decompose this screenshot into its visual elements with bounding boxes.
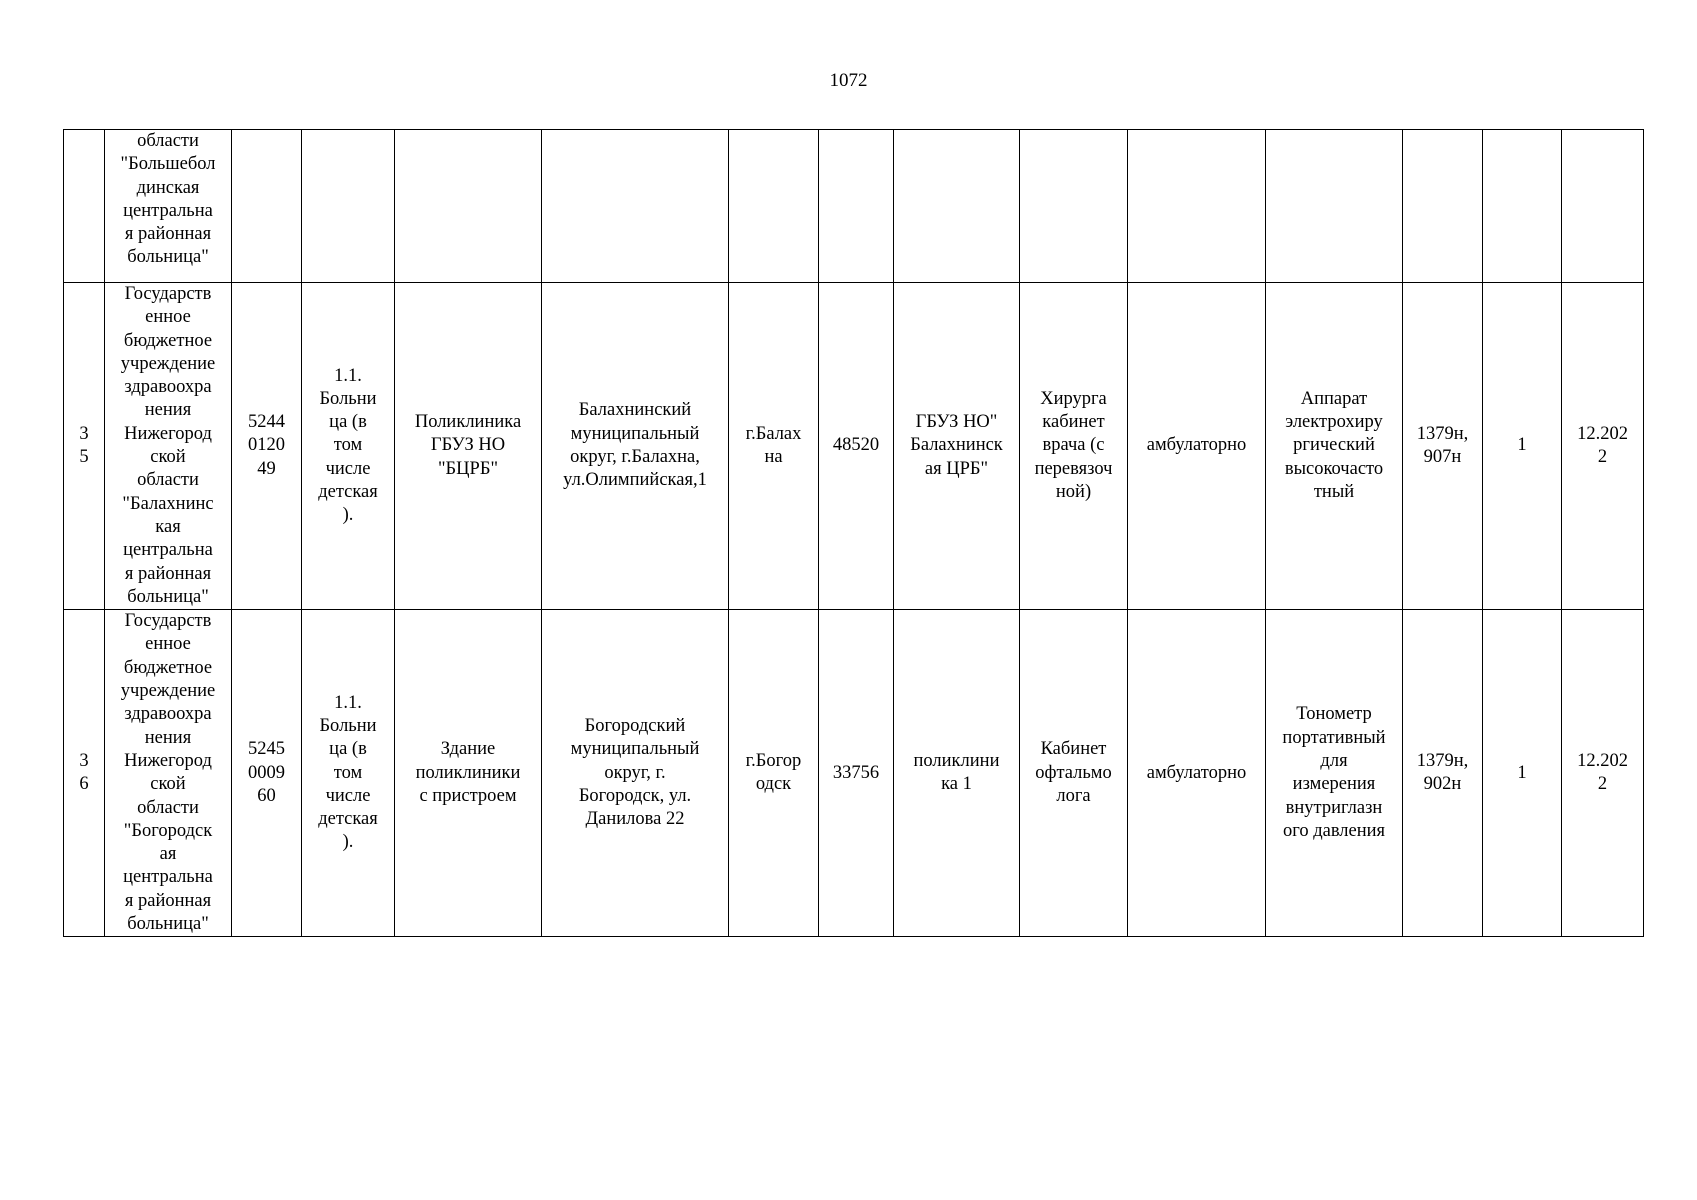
- cell-unit: ГБУЗ НО" Балахнинск ая ЦРБ": [894, 283, 1020, 610]
- cell-quantity: 1: [1483, 283, 1562, 610]
- cell-building: Здание поликлиники с пристроем: [395, 610, 542, 937]
- cell-unit: поликлини ка 1: [894, 610, 1020, 937]
- table-row-continuation: [64, 130, 1644, 283]
- equipment-table: [63, 129, 1644, 937]
- cell-row-number: [64, 130, 105, 283]
- cell-equipment: Тонометр портативный для измерения внутриглазн ого давления: [1266, 610, 1403, 937]
- cell-locality: г.Балах на: [729, 283, 819, 610]
- cell-order: [1403, 130, 1483, 283]
- cell-code: 33756: [819, 610, 894, 937]
- cell-care-type: амбулаторно: [1128, 283, 1266, 610]
- cell-institution-type: [302, 130, 395, 283]
- cell-locality: г.Богор одск: [729, 610, 819, 937]
- cell-date: 12.202 2: [1562, 610, 1644, 937]
- cell-inn: [232, 130, 302, 283]
- cell-institution-type: 1.1. Больни ца (в том числе детская ).: [302, 610, 395, 937]
- cell-address: [542, 130, 729, 283]
- cell-code: [819, 130, 894, 283]
- cell-date: 12.202 2: [1562, 283, 1644, 610]
- cell-row-number: 3 6: [64, 610, 105, 937]
- cell-row-number: 3 5: [64, 283, 105, 610]
- cell-institution-name: Государств енное бюджетное учреждение здравоохра нения Нижегород ской области "Балахнинс кая центральна я районная больница": [105, 283, 232, 610]
- cell-locality: [729, 130, 819, 283]
- cell-institution-name: области "Большебол динская центральна я районная больница": [105, 130, 232, 283]
- page-number: 1072: [829, 70, 868, 91]
- cell-equipment: [1266, 130, 1403, 283]
- table-row-36: [64, 610, 1644, 937]
- cell-quantity: [1483, 130, 1562, 283]
- cell-room: [1020, 130, 1128, 283]
- cell-room: Хирурга кабинет врача (с перевязоч ной): [1020, 283, 1128, 610]
- cell-room: Кабинет офтальмо лога: [1020, 610, 1128, 937]
- table-row-35: [64, 283, 1644, 610]
- cell-institution-type: 1.1. Больни ца (в том числе детская ).: [302, 283, 395, 610]
- cell-building: [395, 130, 542, 283]
- cell-institution-name: Государств енное бюджетное учреждение здравоохра нения Нижегород ской области "Богородск ая центральна я районная больница": [105, 610, 232, 937]
- cell-code: 48520: [819, 283, 894, 610]
- cell-inn: 5244 0120 49: [232, 283, 302, 610]
- cell-address: Богородский муниципальный округ, г. Богородск, ул. Данилова 22: [542, 610, 729, 937]
- cell-date: [1562, 130, 1644, 283]
- cell-care-type: амбулаторно: [1128, 610, 1266, 937]
- cell-quantity: 1: [1483, 610, 1562, 937]
- cell-equipment: Аппарат электрохиру ргический высокочасто тный: [1266, 283, 1403, 610]
- cell-unit: [894, 130, 1020, 283]
- cell-care-type: [1128, 130, 1266, 283]
- cell-inn: 5245 0009 60: [232, 610, 302, 937]
- cell-building: Поликлиника ГБУЗ НО "БЦРБ": [395, 283, 542, 610]
- cell-order: 1379н, 902н: [1403, 610, 1483, 937]
- cell-address: Балахнинский муниципальный округ, г.Балахна, ул.Олимпийская,1: [542, 283, 729, 610]
- cell-order: 1379н, 907н: [1403, 283, 1483, 610]
